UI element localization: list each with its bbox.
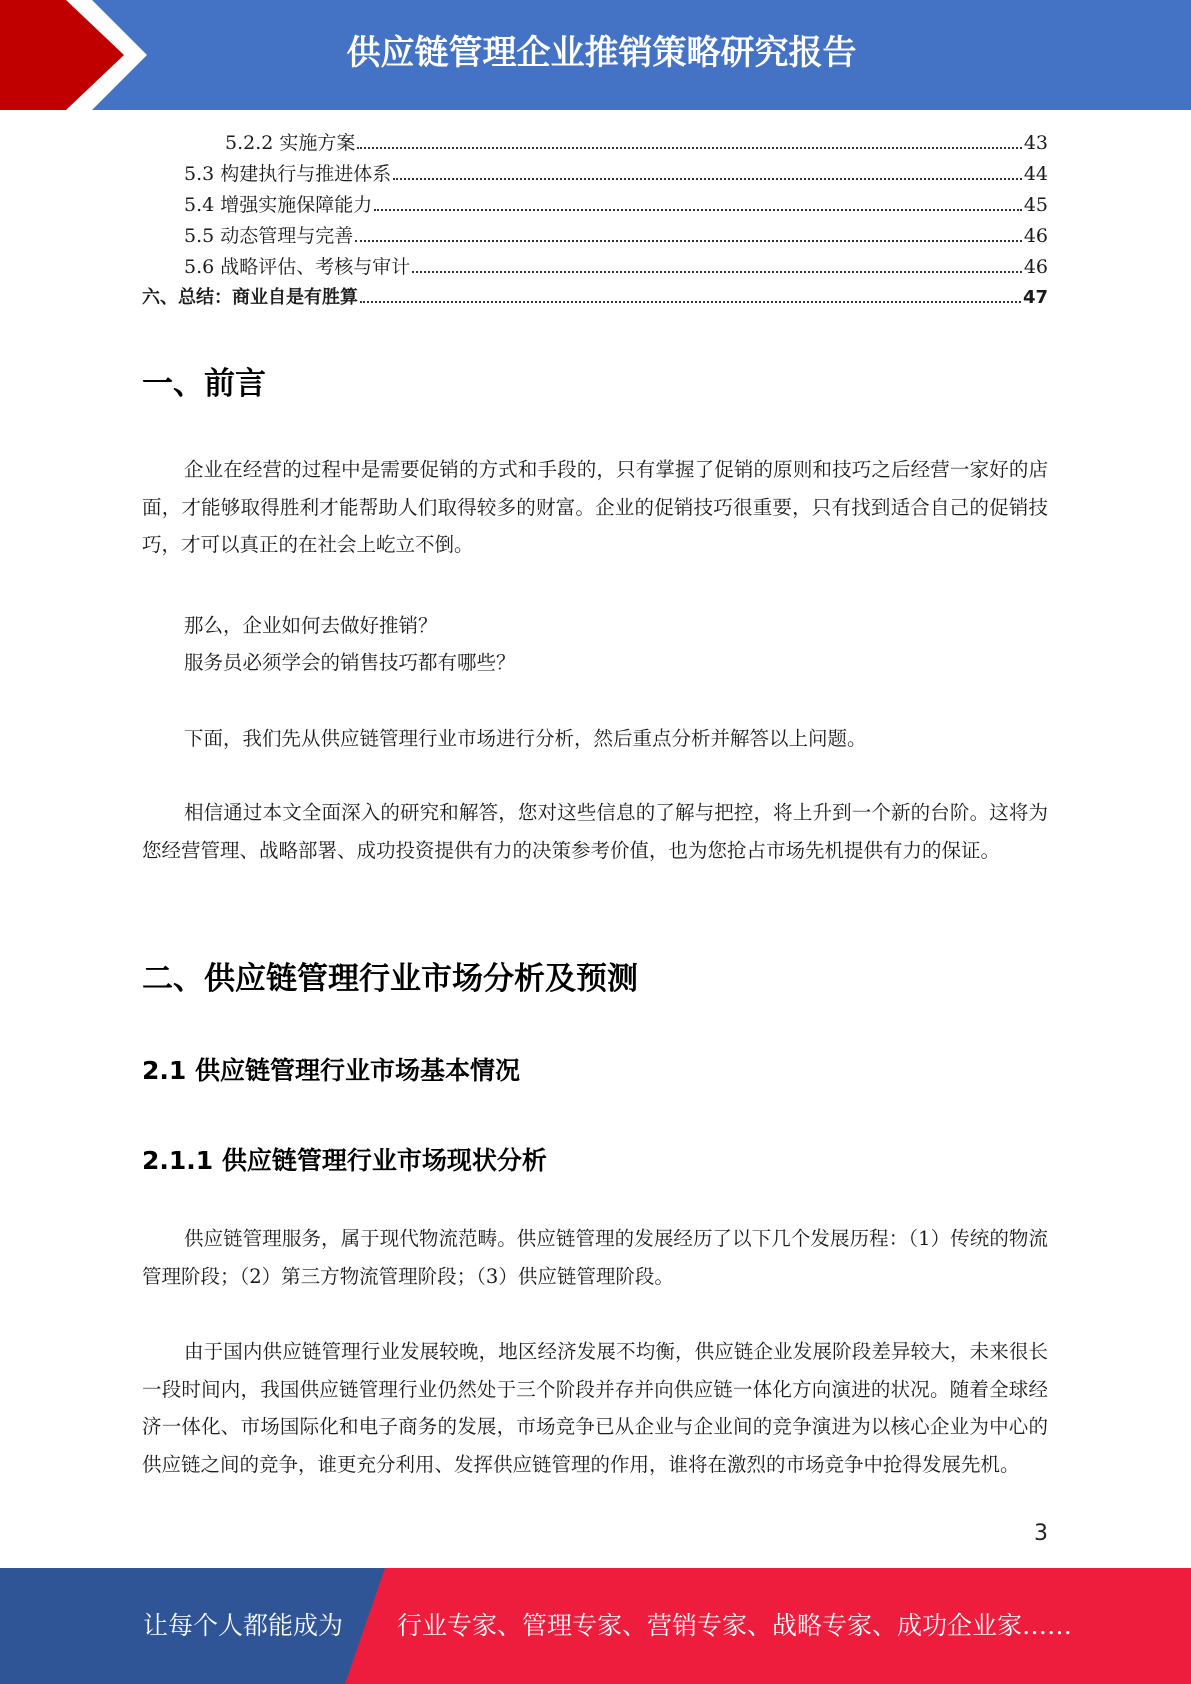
footer-slogan-right: 行业专家、管理专家、营销专家、战略专家、成功企业家…… — [397, 1611, 1073, 1640]
toc-entry-label: 5.6 战略评估、考核与审计 — [184, 256, 411, 278]
toc-leader-dots — [374, 209, 1022, 211]
footer-slogan-left: 让每个人都能成为 — [143, 1611, 344, 1640]
toc-leader-dots — [360, 301, 1021, 303]
toc-leader-dots — [355, 240, 1022, 242]
toc-entry-label: 5.4 增强实施保障能力 — [184, 194, 373, 216]
body-paragraph: 由于国内供应链管理行业发展较晚，地区经济发展不均衡，供应链企业发展阶段差异较大，未来很长一段时间内，我国供应链管理行业仍然处于三个阶段并存并向供应链一体化方向演进的状况。随着全球经济一体化、市场国际化和电子商务的发展，市场竞争已从企业与企业间的竞争演进为以核心企业为中心的供应链之间的竞争，谁更充分利用、发挥供应链管理的作用，谁将在激烈的市场竞争中抢得发展先机。 — [142, 1340, 1048, 1476]
page-footer — [0, 1568, 1191, 1684]
toc-entry-label: 5.3 构建执行与推进体系 — [184, 163, 392, 185]
toc-entry[interactable] — [142, 128, 1048, 159]
toc-entry-page: 46 — [1023, 256, 1048, 278]
toc-entry-page: 46 — [1023, 225, 1048, 247]
question-line: 服务员必须学会的销售技巧都有哪些？ — [184, 651, 516, 674]
toc-entry[interactable] — [142, 159, 1048, 190]
body-paragraph: 相信通过本文全面深入的研究和解答，您对这些信息的了解与把控，将上升到一个新的台阶。这将为您经营管理、战略部署、成功投资提供有力的决策参考价值，也为您抢占市场先机提供有力的保证。 — [142, 801, 1048, 862]
toc-entry-label: 六、总结：商业自是有胜算 — [142, 287, 358, 308]
body-paragraph: 企业在经营的过程中是需要促销的方式和手段的，只有掌握了促销的原则和技巧之后经营一家好的店面，才能够取得胜利才能帮助人们取得较多的财富。企业的促销技巧很重要，只有找到适合自己的促销技巧，才可以真正的在社会上屹立不倒。 — [142, 458, 1048, 556]
table-of-contents — [142, 128, 1048, 314]
subsection-heading: 2.1.1 供应链管理行业市场现状分析 — [142, 1146, 547, 1175]
page-header — [0, 0, 1191, 110]
toc-entry-page: 44 — [1023, 163, 1048, 185]
section-heading-preface: 一、前言 — [142, 366, 266, 402]
toc-entry[interactable] — [142, 252, 1048, 283]
question-line: 那么，企业如何去做好推销？ — [184, 614, 438, 637]
body-paragraph: 供应链管理服务，属于现代物流范畴。供应链管理的发展经历了以下几个发展历程：（1）传统的物流管理阶段；（2）第三方物流管理阶段；（3）供应链管理阶段。 — [142, 1227, 1048, 1288]
toc-leader-dots — [412, 271, 1022, 273]
toc-entry[interactable] — [142, 190, 1048, 221]
toc-entry[interactable] — [142, 283, 1048, 314]
subsection-heading: 2.1 供应链管理行业市场基本情况 — [142, 1056, 520, 1085]
page-number: 3 — [1034, 1521, 1048, 1546]
toc-entry-page: 47 — [1022, 287, 1048, 308]
toc-entry-label: 5.5 动态管理与完善 — [184, 225, 354, 247]
toc-leader-dots — [357, 147, 1021, 149]
toc-entry[interactable] — [142, 221, 1048, 252]
toc-leader-dots — [393, 178, 1022, 180]
body-paragraph: 下面，我们先从供应链管理行业市场进行分析，然后重点分析并解答以上问题。 — [184, 727, 867, 750]
report-title: 供应链管理企业推销策略研究报告 — [346, 33, 857, 73]
section-heading-market-analysis: 二、供应链管理行业市场分析及预测 — [142, 961, 638, 997]
toc-entry-page: 45 — [1023, 194, 1048, 216]
toc-entry-page: 43 — [1023, 132, 1048, 154]
toc-entry-label: 5.2.2 实施方案 — [225, 132, 356, 154]
